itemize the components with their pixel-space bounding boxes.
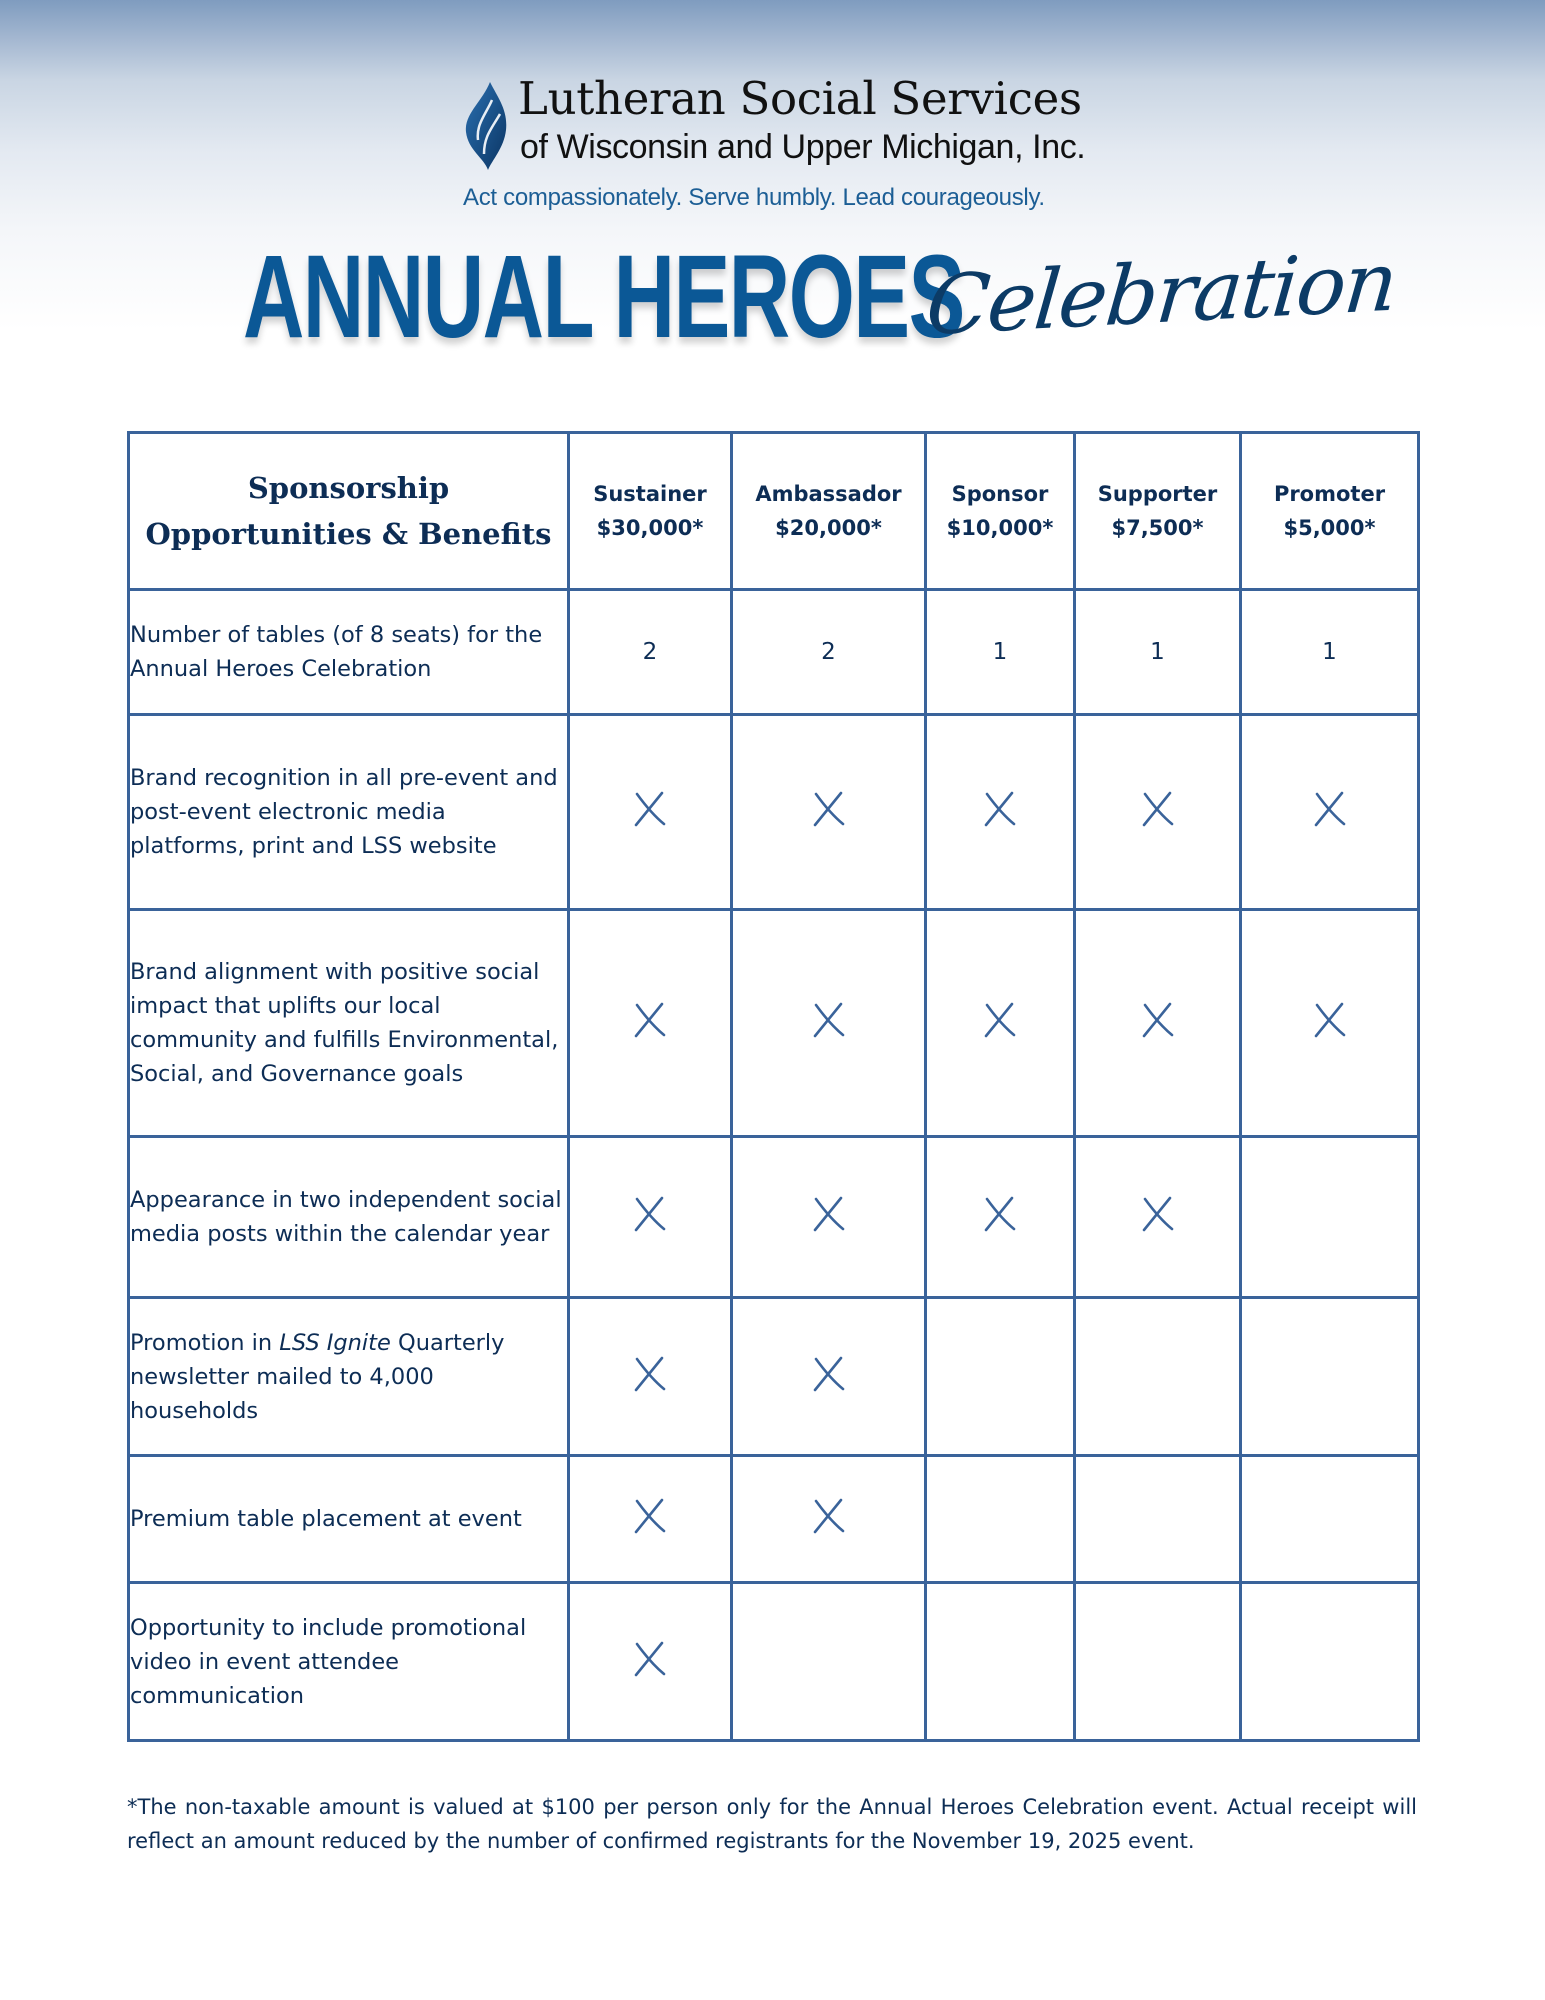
tier-name: Sustainer bbox=[593, 482, 707, 506]
tagline: Act compassionately. Serve humbly. Lead courageously. bbox=[463, 184, 1045, 211]
sponsorship-table bbox=[127, 431, 1420, 1742]
benefit-value: 2 bbox=[732, 590, 926, 715]
benefit-value: 1 bbox=[1241, 590, 1419, 715]
footnote: *The non-taxable amount is valued at $100 per person only for the Annual Heroes Celebration event. Actual receipt will reflect an amount reduced by the number of confirmed registrants for the November 19, 2025 event. bbox=[127, 1795, 1417, 1853]
benefit-mark bbox=[569, 715, 732, 910]
flame-icon bbox=[462, 80, 510, 172]
benefit-label: Appearance in two independent social media posts within the calendar year bbox=[129, 1137, 569, 1298]
benefit-mark bbox=[926, 1298, 1075, 1456]
tier-name: Promoter bbox=[1273, 482, 1386, 506]
benefit-label-suffix: Quarterly newsletter mailed to 4,000 households bbox=[130, 1329, 505, 1424]
tier-sponsor bbox=[926, 433, 1075, 590]
tier-price: $5,000* bbox=[1283, 516, 1376, 540]
x-mark-icon bbox=[983, 1196, 1017, 1232]
benefit-mark bbox=[732, 1298, 926, 1456]
x-mark-icon bbox=[1141, 1196, 1175, 1232]
x-mark-icon bbox=[633, 1498, 667, 1534]
table-header-row bbox=[129, 433, 1419, 590]
benefit-mark bbox=[1241, 1298, 1419, 1456]
table-row bbox=[129, 910, 1419, 1137]
table-row bbox=[129, 1137, 1419, 1298]
benefit-mark bbox=[1241, 1583, 1419, 1741]
tier-price: $7,500* bbox=[1111, 516, 1204, 540]
corner-header bbox=[129, 433, 569, 590]
page-title bbox=[243, 231, 1400, 372]
x-mark-icon bbox=[633, 1196, 667, 1232]
tier-price: $30,000* bbox=[596, 516, 704, 540]
x-mark-icon bbox=[1141, 1002, 1175, 1038]
benefit-mark bbox=[1075, 910, 1241, 1137]
benefit-mark bbox=[1241, 1137, 1419, 1298]
x-mark-icon bbox=[812, 1196, 846, 1232]
title-main: ANNUAL HEROES bbox=[243, 231, 964, 363]
benefit-mark bbox=[1075, 1583, 1241, 1741]
x-mark-icon bbox=[983, 791, 1017, 827]
newsletter-name: LSS Ignite bbox=[279, 1329, 391, 1356]
table-row bbox=[129, 715, 1419, 910]
x-mark-icon bbox=[633, 791, 667, 827]
corner-header-line1: Sponsorship bbox=[247, 471, 450, 505]
benefit-mark bbox=[732, 910, 926, 1137]
benefit-label: Premium table placement at event bbox=[129, 1456, 569, 1583]
tier-ambassador bbox=[732, 433, 926, 590]
benefit-mark bbox=[1075, 715, 1241, 910]
table-row bbox=[129, 1583, 1419, 1741]
x-mark-icon bbox=[633, 1356, 667, 1392]
x-mark-icon bbox=[633, 1002, 667, 1038]
corner-header-line2: Opportunities & Benefits bbox=[145, 517, 552, 551]
title-script: Celebration bbox=[922, 234, 1400, 355]
benefit-label-prefix: Promotion in bbox=[130, 1329, 280, 1356]
benefit-label: Brand alignment with positive social impact that uplifts our local community and fulfills Environmental, Social, and Governance goals bbox=[129, 910, 569, 1137]
table-row bbox=[129, 1456, 1419, 1583]
x-mark-icon bbox=[812, 1002, 846, 1038]
benefit-mark bbox=[1241, 910, 1419, 1137]
benefit-mark bbox=[1241, 1456, 1419, 1583]
tier-name: Sponsor bbox=[951, 482, 1049, 506]
tier-sustainer bbox=[569, 433, 732, 590]
x-mark-icon bbox=[983, 1002, 1017, 1038]
benefit-mark bbox=[926, 715, 1075, 910]
benefit-mark bbox=[926, 1456, 1075, 1583]
benefit-mark bbox=[569, 1456, 732, 1583]
benefit-mark bbox=[569, 910, 732, 1137]
benefit-mark bbox=[1241, 715, 1419, 910]
benefit-mark bbox=[1075, 1298, 1241, 1456]
benefit-mark bbox=[569, 1137, 732, 1298]
benefit-mark bbox=[732, 1456, 926, 1583]
benefit-label bbox=[129, 1298, 569, 1456]
benefit-mark bbox=[732, 1583, 926, 1741]
benefit-mark bbox=[926, 910, 1075, 1137]
benefit-mark bbox=[732, 715, 926, 910]
table-row bbox=[129, 1298, 1419, 1456]
tier-price: $20,000* bbox=[775, 516, 882, 540]
benefit-value: 1 bbox=[1075, 590, 1241, 715]
x-mark-icon bbox=[812, 1498, 846, 1534]
benefit-value: 1 bbox=[926, 590, 1075, 715]
table-row bbox=[129, 590, 1419, 715]
benefit-label: Opportunity to include promotional video in event attendee communication bbox=[129, 1583, 569, 1741]
x-mark-icon bbox=[633, 1641, 667, 1677]
tier-supporter bbox=[1075, 433, 1241, 590]
x-mark-icon bbox=[1141, 791, 1175, 827]
benefit-mark bbox=[569, 1583, 732, 1741]
org-name: Lutheran Social Services bbox=[518, 72, 1082, 125]
benefit-mark bbox=[569, 1298, 732, 1456]
benefit-mark bbox=[732, 1137, 926, 1298]
benefit-mark bbox=[1075, 1456, 1241, 1583]
org-logo bbox=[462, 72, 1102, 178]
org-subtitle: of Wisconsin and Upper Michigan, Inc. bbox=[520, 128, 1086, 166]
x-mark-icon bbox=[812, 1356, 846, 1392]
x-mark-icon bbox=[1313, 791, 1347, 827]
benefit-mark bbox=[926, 1137, 1075, 1298]
benefit-value: 2 bbox=[569, 590, 732, 715]
benefit-mark bbox=[1075, 1137, 1241, 1298]
benefit-label: Brand recognition in all pre-event and post-event electronic media platforms, print and LSS website bbox=[129, 715, 569, 910]
tier-name: Supporter bbox=[1097, 482, 1218, 506]
benefit-label: Number of tables (of 8 seats) for the Annual Heroes Celebration bbox=[129, 590, 569, 715]
x-mark-icon bbox=[812, 791, 846, 827]
tier-promoter bbox=[1241, 433, 1419, 590]
benefit-mark bbox=[926, 1583, 1075, 1741]
tier-price: $10,000* bbox=[946, 516, 1054, 540]
x-mark-icon bbox=[1313, 1002, 1347, 1038]
tier-name: Ambassador bbox=[755, 482, 902, 506]
